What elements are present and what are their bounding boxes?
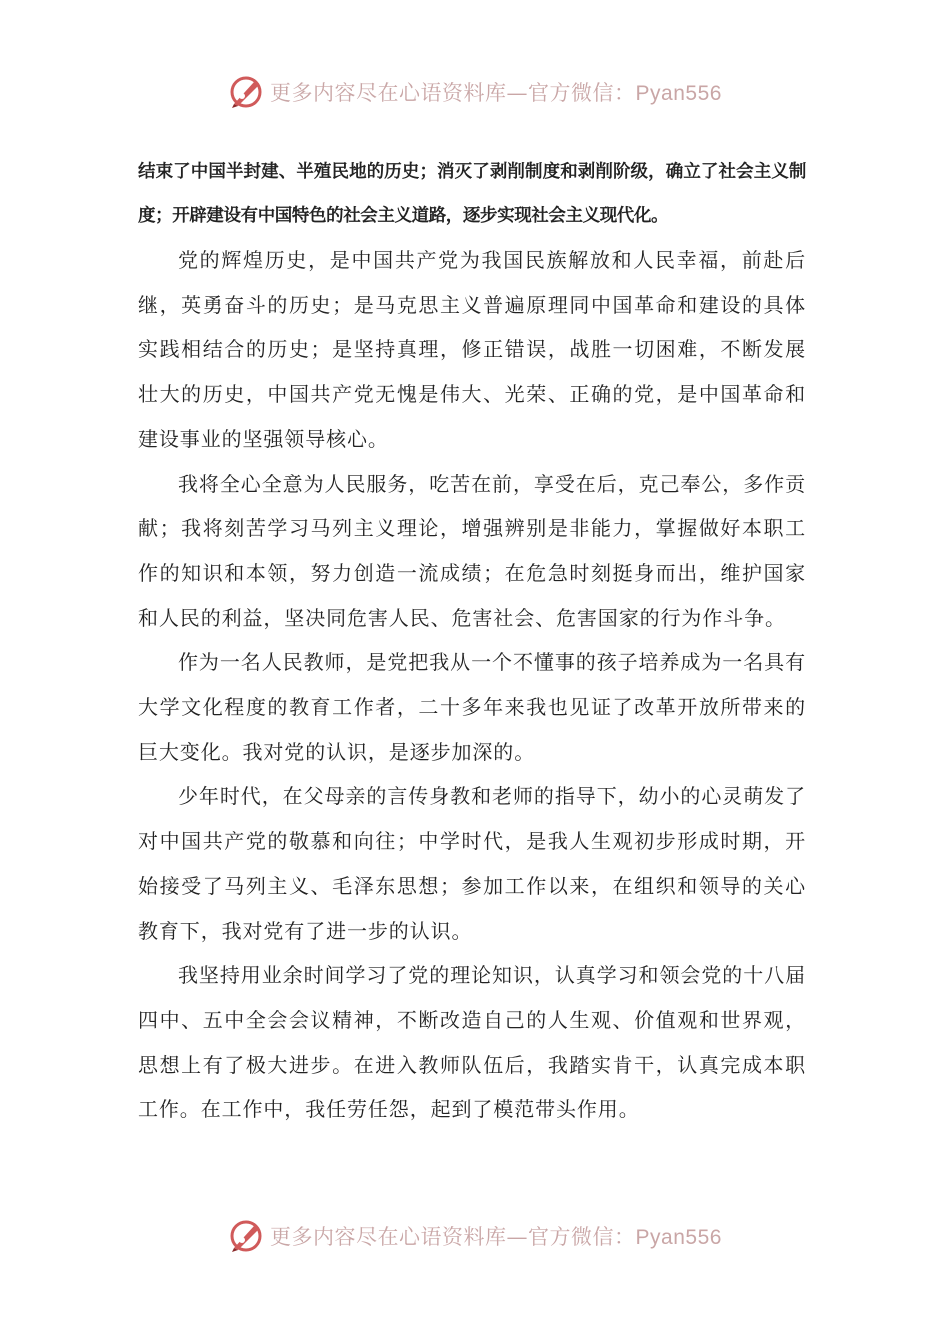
lead-paragraph: 结束了中国半封建、半殖民地的历史；消灭了剥削制度和剥削阶级，确立了社会主义制度；开辟建设有中国特色的社会主义道路，逐步实现社会主义现代化。 <box>138 162 806 226</box>
paragraph-2: 我将全心全意为人民服务，吃苦在前，享受在后，克己奉公，多作贡献；我将刻苦学习马列主义理论，增强辨别是非能力，掌握做好本职工作的知识和本领，努力创造一流成绩；在危急时刻挺身而出，维护国家和人民的利益，坚决同危害人民、危害社会、危害国家的行为作斗争。 <box>138 471 806 630</box>
pen-logo-icon <box>228 1218 264 1254</box>
paragraph-3: 作为一名人民教师，是党把我从一个不懂事的孩子培养成为一名具有大学文化程度的教育工作者，二十多年来我也见证了改革开放所带来的巨大变化。我对党的认识，是逐步加深的。 <box>138 650 806 764</box>
pen-logo-icon <box>228 74 264 110</box>
paragraph-4: 少年时代，在父母亲的言传身教和老师的指导下，幼小的心灵萌发了对中国共产党的敬慕和向往；中学时代，是我人生观初步形成时期，开始接受了马列主义、毛泽东思想；参加工作以来，在组织和领导的关心教育下，我对党有了进一步的认识。 <box>138 784 806 943</box>
header-brand: 更多内容尽在心语资料库 <box>270 81 507 105</box>
paragraph-5: 我坚持用业余时间学习了党的理论知识，认真学习和领会党的十八届四中、五中全会会议精神，不断改造自己的人生观、价值观和世界观，思想上有了极大进步。在进入教师队伍后，我踏实肯干，认真完成本职工作。在工作中，我任劳任怨，起到了模范带头作用。 <box>138 963 806 1122</box>
header-wechat-label: 官方微信： <box>528 81 636 105</box>
header-separator: — <box>506 81 529 105</box>
header-watermark <box>0 70 950 114</box>
footer-text <box>270 1221 722 1251</box>
footer-brand: 更多内容尽在心语资料库 <box>270 1225 507 1249</box>
header-text <box>270 77 722 107</box>
document-body <box>138 150 806 1132</box>
footer-wechat-id: Pyan556 <box>635 1226 722 1249</box>
header-wechat-id: Pyan556 <box>635 82 722 105</box>
footer-wechat-label: 官方微信： <box>528 1225 636 1249</box>
footer-watermark <box>0 1214 950 1258</box>
paragraph-1: 党的辉煌历史，是中国共产党为我国民族解放和人民幸福，前赴后继，英勇奋斗的历史；是马克思主义普遍原理同中国革命和建设的具体实践相结合的历史；是坚持真理，修正错误，战胜一切困难，不断发展壮大的历史，中国共产党无愧是伟大、光荣、正确的党，是中国革命和建设事业的坚强领导核心。 <box>138 248 806 451</box>
footer-separator: — <box>506 1225 529 1249</box>
